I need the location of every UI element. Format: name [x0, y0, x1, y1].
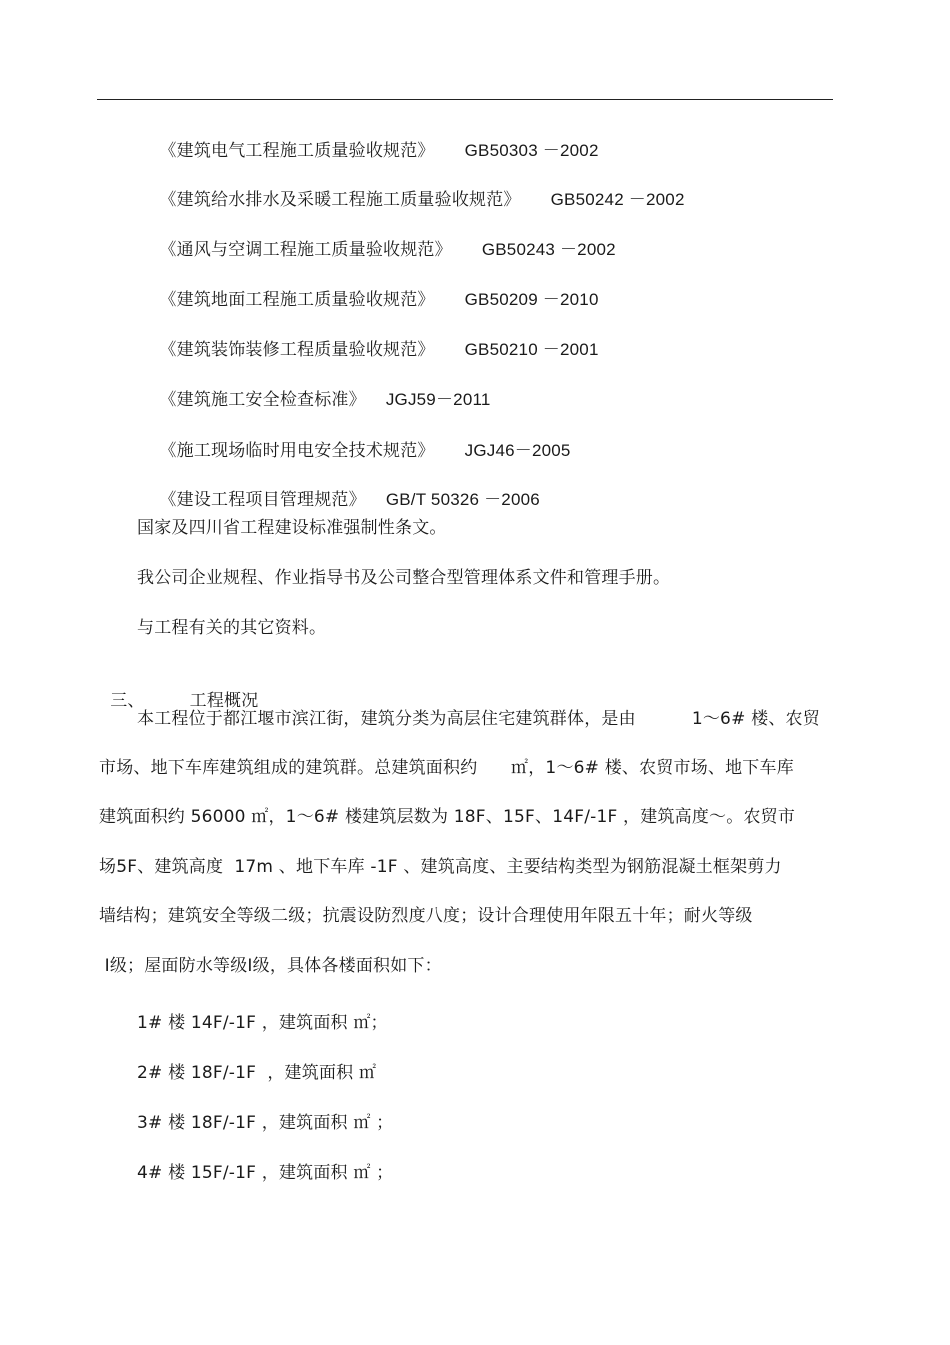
standard-code: GB50242 －2002: [550, 190, 685, 209]
standard-code: GB50210 －2001: [464, 340, 599, 359]
section-number: 三、: [110, 691, 145, 711]
overview-line: 市场、地下车库建筑组成的建筑群。总建筑面积约 ㎡，1～6# 楼、农贸市场、地下车库: [99, 758, 794, 778]
reference-item: 国家及四川省工程建设标准强制性条文。: [137, 518, 447, 538]
standard-name: 《建筑施工安全检查标准》: [159, 390, 366, 410]
overview-line: 墙结构；建筑安全等级二级；抗震设防烈度八度；设计合理使用年限五十年；耐火等级: [99, 906, 753, 926]
building-item: 2# 楼 18F/-1F ，建筑面积 ㎡: [137, 1063, 377, 1083]
standard-name: 《通风与空调工程施工质量验收规范》: [159, 240, 452, 260]
overview-line: 场5F、建筑高度 17m 、地下车库 -1F 、建筑高度、主要结构类型为钢筋混凝土框架剪力: [99, 857, 782, 877]
building-item: 4# 楼 15F/-1F ，建筑面积 ㎡ ；: [137, 1163, 394, 1183]
standard-code: GB50243 －2002: [481, 240, 616, 259]
standard-code: GB50209 －2010: [464, 290, 599, 309]
overview-line: 建筑面积约 56000 ㎡，1～6# 楼建筑层数为 18F、15F、14F/-1F ，建筑高度～。农贸市: [99, 807, 796, 827]
standard-code: GB/T 50326 －2006: [385, 490, 540, 509]
overview-line: 本工程位于都江堰市滨江街，建筑分类为高层住宅建筑群体，是由 1～6# 楼、农贸: [137, 709, 820, 729]
overview-line: Ⅰ级；屋面防水等级Ⅰ级，具体各楼面积如下：: [99, 956, 442, 976]
reference-item: 与工程有关的其它资料。: [137, 618, 327, 638]
standard-code: GB50303 －2002: [464, 141, 599, 160]
section-title: 工程概况: [189, 691, 259, 711]
standard-code: JGJ46－2005: [464, 441, 571, 460]
standard-name: 《建设工程项目管理规范》: [159, 490, 366, 510]
standard-name: 《建筑装饰装修工程质量验收规范》: [159, 340, 435, 360]
standard-name: 《建筑给水排水及采暖工程施工质量验收规范》: [159, 190, 521, 210]
standard-name: 《建筑地面工程施工质量验收规范》: [159, 290, 435, 310]
standard-name: 《建筑电气工程施工质量验收规范》: [159, 141, 435, 161]
reference-item: 我公司企业规程、作业指导书及公司整合型管理体系文件和管理手册。: [137, 568, 671, 588]
building-item: 3# 楼 18F/-1F ，建筑面积 ㎡ ；: [137, 1113, 394, 1133]
standard-name: 《施工现场临时用电安全技术规范》: [159, 441, 435, 461]
building-item: 1# 楼 14F/-1F ，建筑面积 ㎡；: [137, 1013, 388, 1033]
standard-code: JGJ59－2011: [385, 390, 491, 409]
section-heading: [99, 668, 258, 712]
header-rule: [97, 99, 833, 100]
